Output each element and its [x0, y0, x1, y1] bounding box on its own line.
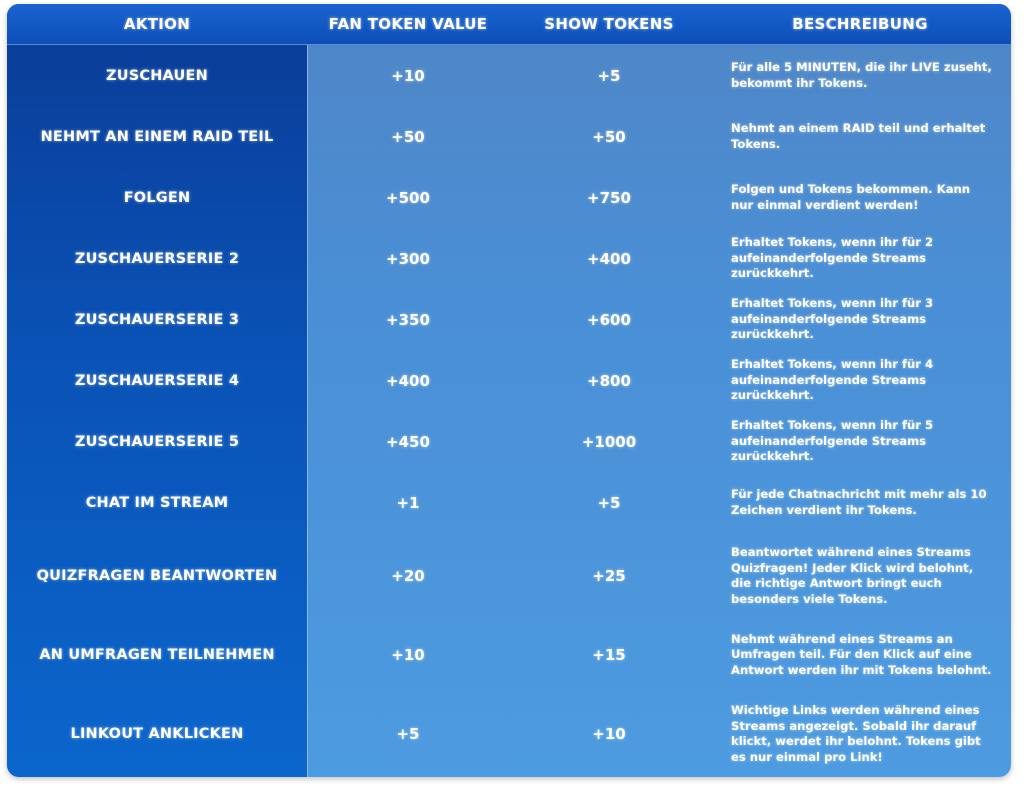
action-cell: CHAT IM STREAM — [85, 494, 229, 511]
table-row — [7, 619, 1011, 691]
action-cell: ZUSCHAUERSERIE 4 — [74, 372, 240, 389]
action-cell: QUIZFRAGEN BEANTWORTEN — [36, 568, 278, 584]
action-cell: ZUSCHAUERSERIE 5 — [74, 433, 240, 450]
table-row — [7, 691, 1011, 777]
fan-token-cell: +5 — [396, 725, 420, 743]
table-row — [7, 106, 1011, 167]
fan-token-cell: +20 — [391, 567, 425, 585]
header-fan-token-value: FAN TOKEN VALUE — [328, 15, 488, 33]
description-cell: Für jede Chatnachricht mit mehr als 10 Zeichen verdient ihr Tokens. — [731, 487, 987, 517]
table-row — [7, 228, 1011, 289]
fan-token-cell: +10 — [391, 646, 425, 664]
table-row — [7, 167, 1011, 228]
show-token-cell: +800 — [587, 371, 631, 390]
header-show-tokens: SHOW TOKENS — [544, 15, 674, 33]
table-body — [7, 45, 1011, 777]
header-action: AKTION — [123, 15, 191, 33]
fan-token-cell: +10 — [391, 66, 425, 85]
show-token-cell: +10 — [592, 725, 626, 743]
header-description: BESCHREIBUNG — [792, 15, 928, 33]
action-cell: FOLGEN — [123, 189, 191, 206]
table-row — [7, 45, 1011, 106]
token-table — [7, 4, 1011, 777]
fan-token-cell: +400 — [386, 371, 430, 390]
show-token-cell: +15 — [592, 646, 626, 664]
action-cell: ZUSCHAUEN — [106, 67, 208, 84]
show-token-cell: +25 — [592, 567, 626, 585]
action-cell: AN UMFRAGEN TEILNEHMEN — [39, 647, 275, 663]
fan-token-cell: +450 — [386, 432, 430, 451]
show-token-cell: +50 — [592, 127, 626, 146]
show-token-cell: +5 — [597, 66, 621, 85]
fan-token-cell: +350 — [386, 310, 430, 329]
show-token-cell: +1000 — [581, 432, 637, 451]
description-cell: Erhaltet Tokens, wenn ihr für 5 aufeinanderfolgende Streams zurückkehrt. — [731, 418, 934, 464]
action-cell: ZUSCHAUERSERIE 2 — [74, 250, 240, 267]
table-row — [7, 472, 1011, 533]
table-row — [7, 533, 1011, 619]
action-cell: LINKOUT ANKLICKEN — [70, 726, 244, 742]
table-row — [7, 411, 1011, 472]
fan-token-cell: +500 — [386, 188, 430, 207]
description-cell: Erhaltet Tokens, wenn ihr für 2 aufeinanderfolgende Streams zurückkehrt. — [731, 235, 934, 281]
action-cell: ZUSCHAUERSERIE 3 — [74, 311, 240, 328]
table-header — [7, 4, 1011, 45]
description-cell: Erhaltet Tokens, wenn ihr für 3 aufeinanderfolgende Streams zurückkehrt. — [731, 296, 934, 342]
show-token-cell: +750 — [587, 188, 631, 207]
description-cell: Wichtige Links werden während eines Streams angezeigt. Sobald ihr darauf klickt, werdet ihr belohnt. Tokens gibt es nur einmal pro Link! — [731, 703, 981, 764]
show-token-cell: +600 — [587, 310, 631, 329]
description-cell: Nehmt an einem RAID teil und erhaltet Tokens. — [731, 121, 986, 151]
fan-token-cell: +300 — [386, 249, 430, 268]
fan-token-cell: +50 — [391, 127, 425, 146]
description-cell: Folgen und Tokens bekommen. Kann nur einmal verdient werden! — [731, 182, 971, 212]
show-token-cell: +400 — [587, 249, 631, 268]
description-cell: Beantwortet während eines Streams Quizfragen! Jeder Klick wird belohnt, die richtige Antwort bringt euch besonders viele Tokens. — [731, 545, 974, 606]
fan-token-cell: +1 — [396, 493, 420, 512]
description-cell: Erhaltet Tokens, wenn ihr für 4 aufeinanderfolgende Streams zurückkehrt. — [731, 357, 934, 403]
show-token-cell: +5 — [597, 493, 621, 512]
description-cell: Nehmt während eines Streams an Umfragen teil. Für den Klick auf eine Antwort werden ihr mit Tokens belohnt. — [731, 631, 992, 677]
action-cell: NEHMT AN EINEM RAID TEIL — [40, 128, 274, 145]
description-cell: Für alle 5 MINUTEN, die ihr LIVE zuseht, bekommt ihr Tokens. — [731, 60, 992, 90]
table-row — [7, 289, 1011, 350]
table-row — [7, 350, 1011, 411]
